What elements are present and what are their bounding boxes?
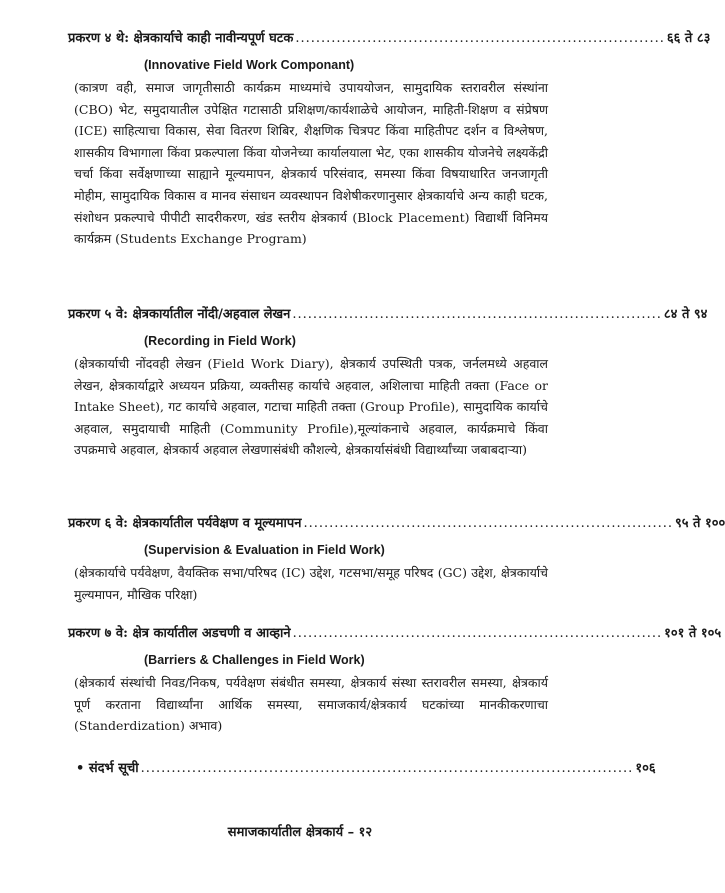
chapter-english-title: (Supervision & Evaluation in Field Work) — [144, 543, 385, 557]
chapter-title: प्रकरण ४ थे: क्षेत्रकार्याचे काही नावीन्यपूर्ण घटक — [68, 31, 294, 46]
chapter-description: (क्षेत्रकार्याची नोंदवही लेखन (Field Work Diary), क्षेत्रकार्य उपस्थिती पत्रक, जर्नलमध्ये अहवाल लेखन, क्षेत्रकार्याद्वारे अध्ययन प्रक्रिया, व्यक्तीसह कार्याचे अहवाल, अशिलाचा माहिती तक्ता (Face or Intake Sheet), गट कार्याचे अहवाल, गटाचा माहिती तक्ता (Group Profile), सामुदायिक कार्याचे अहवाल, समुदायाची माहिती (Community Profile),मूल्यांकनाचे अहवाल, कार्यक्रमाचे किंवा उपक्रमाचे अहवाल, क्षेत्रकार्य अहवाल लेखणासंबंधी कौशल्ये, क्षेत्रकार्यासंबंधी विद्यार्थ्यांच्या जबाबदाऱ्या) — [74, 356, 548, 458]
chapter-description: (कात्रण वही, समाज जागृतीसाठी कार्यक्रम माध्यमांचे उपाययोजन, सामुदायिक स्तरावरील संस्थांना (CBO) भेट, समुदायातील उपेक्षित गटासाठी प्रशिक्षण/कार्यशाळेचे आयोजन, माहिती-शिक्षण व संप्रेषण (ICE) साहित्याचा विकास, सेवा वितरण शिबिर, शैक्षणिक चित्रपट किंवा माहितीपट दर्शन व विश्लेषण, शासकीय विभागाला किंवा प्रकल्पाला किंवा योजनेच्या कार्यालयाला भेट, एका शासकीय योजनेचे लक्ष्यकेंद्री चर्चा किंवा सर्वेक्षणाच्या साह्याने मूल्यमापन, क्षेत्रकार्य परिसंवाद, समस्या किंवा विषयाधारित जनजागृती मोहीम, सामुदायिक विकास व मानव संसाधन व्यवस्थापन विशेषीकरणानुसार क्षेत्रकार्याचे अन्य काही घटक, संशोधन प्रकल्पाचे पीपीटी सादरीकरण, खंड स्तरीय क्षेत्रकार्य (Block Placement) विद्यार्थी विनिमय कार्यक्रम (Students Exchange Program) — [74, 80, 548, 247]
chapter-7 — [68, 625, 722, 737]
chapter-description: (क्षेत्रकार्याचे पर्यवेक्षण, वैयक्तिक सभा/परिषद (IC) उद्देश, गटसभा/समूह परिषद (GC) उद्देश, क्षेत्रकार्याचे मुल्यमापन, मौखिक परिक्षा) — [74, 565, 548, 602]
page-footer: समाजकार्यातील क्षेत्रकार्य – १२ — [227, 825, 373, 840]
chapter-title: प्रकरण ६ वे: क्षेत्रकार्यातील पर्यवेक्षण व मूल्यमापन — [68, 516, 302, 531]
page-range: ६६ ते ८३ — [666, 31, 711, 46]
chapter-english-title: (Innovative Field Work Componant) — [144, 58, 355, 72]
dot-leader: ........................................................................ — [292, 626, 663, 641]
chapter-heading — [68, 515, 725, 533]
dot-leader: ........................................................................ — [292, 307, 662, 322]
chapter-description: (क्षेत्रकार्य संस्थांची निवड/निकष, पर्यवेक्षण संबंधीत समस्या, क्षेत्रकार्य संस्था स्तरावरील समस्या, क्षेत्रकार्य पूर्ण करताना विद्यार्थ्यांना आर्थिक समस्या, समाजकार्य/क्षेत्रकार्य घटकांच्या मानकीकरणाचा (Standerdization) अभाव) — [74, 675, 548, 734]
chapter-heading — [68, 625, 722, 643]
references-page: १०६ — [635, 761, 656, 776]
dot-leader: ................................................................................................ — [140, 761, 634, 776]
chapter-english-title: (Barriers & Challenges in Field Work) — [144, 653, 365, 667]
page-range: ८४ ते ९४ — [663, 307, 708, 322]
page-range: १०१ ते १०५ — [664, 626, 722, 641]
chapter-6 — [68, 515, 725, 605]
references-label: • संदर्भ सूची — [76, 761, 139, 776]
chapter-title: प्रकरण ५ वे: क्षेत्रकार्यातील नोंदी/अहवाल लेखन — [68, 307, 291, 322]
chapter-heading — [68, 30, 711, 48]
chapter-title: प्रकरण ७ वे: क्षेत्र कार्यातील अडचणी व आव्हाने — [68, 626, 291, 641]
dot-leader: ........................................................................ — [303, 516, 674, 531]
dot-leader: ........................................................................ — [295, 31, 665, 46]
page-range: ९५ ते १०० — [675, 516, 725, 531]
chapter-5 — [68, 306, 708, 461]
references-entry — [76, 758, 656, 776]
chapter-english-title: (Recording in Field Work) — [144, 334, 296, 348]
chapter-heading — [68, 306, 708, 324]
chapter-4 — [68, 30, 711, 250]
